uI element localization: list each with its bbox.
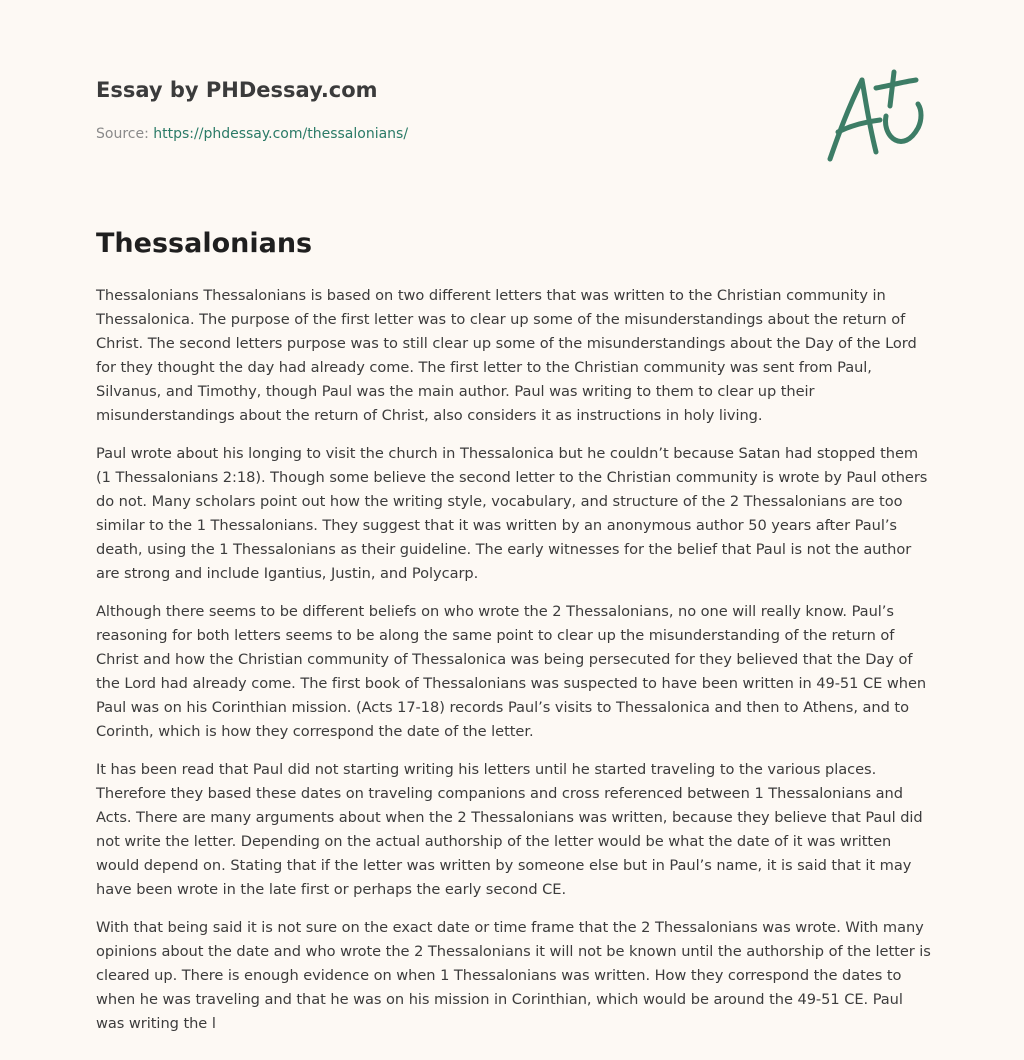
paragraph: Paul wrote about his longing to visit the church in Thessalonica but he couldn’t because Satan had stopped them (1 Thessalonians 2:18). Though some believe the second letter to the Christian community is wrote by Paul others do not. Many scholars point out how the writing style, vocabulary, and structure of the 2 Thessalonians are too similar to the 1 Thessalonians. They suggest that it was written by an anonymous author 50 years after Paul’s death, using the 1 Thessalonians as their guideline. The early witnesses for the belief that Paul is not the author are strong and include Igantius, Justin, and Polycarp. [96,445,928,582]
essay-header [96,76,796,144]
source-link[interactable]: https://phdessay.com/thessalonians/ [153,126,409,142]
paragraph: Thessalonians Thessalonians is based on two different letters that was written to the Christian community in Thessalonica. The purpose of the first letter was to clear up some of the misunderstandings about the return of Christ. The second letters purpose was to still clear up some of the misunderstandings about the Day of the Lord for they thought the day had already come. The first letter to the Christian community was sent from Paul, Silvanus, and Timothy, though Paul was the main author. Paul was writing to them to clear up their misunderstandings about the return of Christ, also considers it as instructions in holy living. [96,287,917,424]
paragraph: With that being said it is not sure on the exact date or time frame that the 2 Thessalonians was wrote. With many opinions about the date and who wrote the 2 Thessalonians it will not be known until the authorship of the letter is cleared up. There is enough evidence on when 1 Thessalonians was written. How they correspond the dates to when he was traveling and that he was on his mission in Corinthian, which would be around the 49-51 CE. Paul was writing the l [96,919,931,1032]
paragraph: Although there seems to be different beliefs on who wrote the 2 Thessalonians, no one will really know. Paul’s reasoning for both letters seems to be along the same point to clear up the misunderstanding of the return of Christ and how the Christian community of Thessalonica was being persecuted for they believed that the Day of the Lord had already come. The first book of Thessalonians was suspected to have been written in 49-51 CE when Paul was on his Corinthian mission. (Acts 17-18) records Paul’s visits to Thessalonica and then to Athens, and to Corinth, which is how they correspond the date of the letter. [96,603,927,740]
source-line [96,124,796,144]
brand-title: Essay by PHDessay.com [96,78,378,102]
essay-body [96,284,932,1050]
source-label: Source: [96,126,149,142]
paragraph: It has been read that Paul did not starting writing his letters until he started traveling to the various places. Therefore they based these dates on traveling companions and cross referenced between 1 Thessalonians and Acts. There are many arguments about when the 2 Thessalonians was written, because they believe that Paul did not write the letter. Depending on the actual authorship of the letter would be what the date of it was written would depend on. Stating that if the letter was written by someone else but in Paul’s name, it is said that it may have been wrote in the late first or perhaps the early second CE. [96,761,923,898]
a-plus-grade-icon [822,66,926,166]
essay-title: Thessalonians [96,228,313,259]
